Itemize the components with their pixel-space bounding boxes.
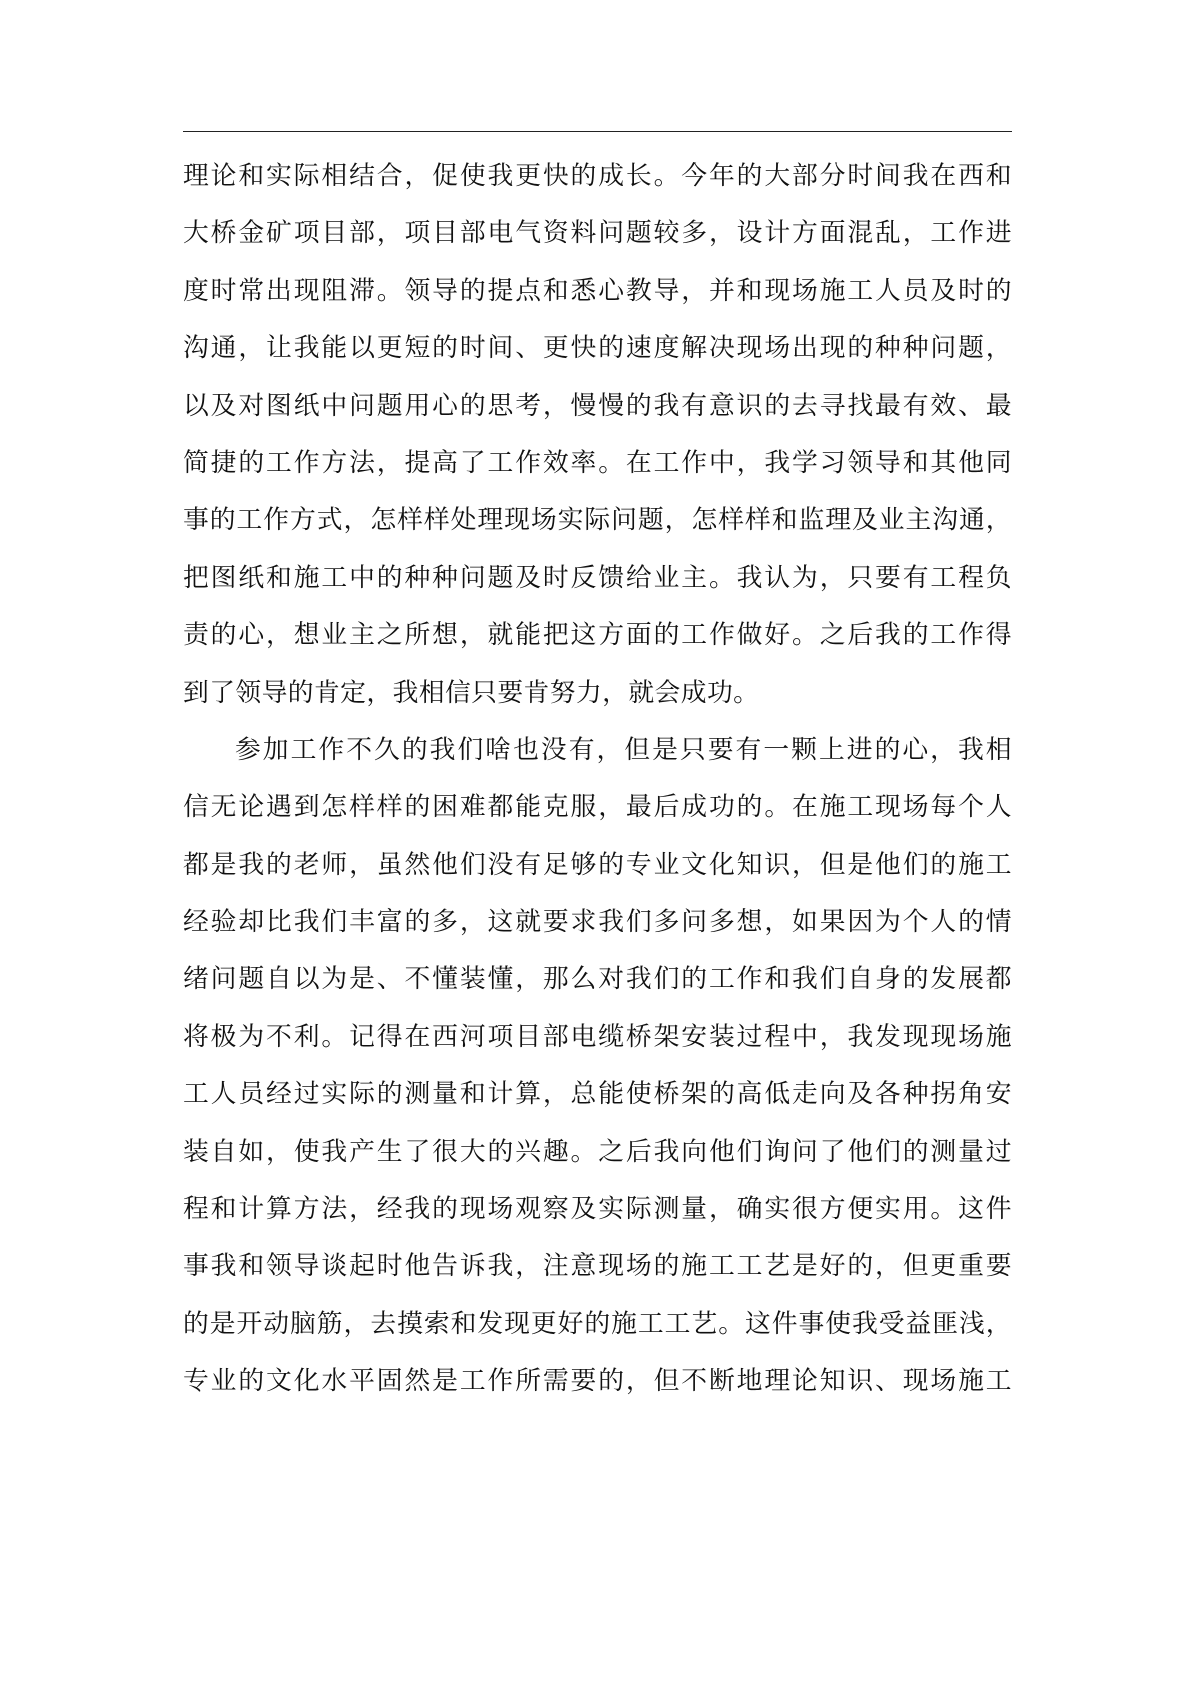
paragraph-2 [183,722,1012,1411]
text-line: 都是我的老师，虽然他们没有足够的专业文化知识，但是他们的施工 [183,849,1012,880]
text-line: 装自如，使我产生了很大的兴趣。之后我向他们询问了他们的测量过 [183,1136,1012,1167]
text-line: 程和计算方法，经我的现场观察及实际测量，确实很方便实用。这件 [183,1194,1012,1225]
text-line: 工人员经过实际的测量和计算，总能使桥架的高低走向及各种拐角安 [183,1079,1012,1110]
text-line: 简捷的工作方法，提高了工作效率。在工作中，我学习领导和其他同 [183,447,1012,478]
text-line: 把图纸和施工中的种种问题及时反馈给业主。我认为，只要有工程负 [183,562,1012,593]
header-rule [183,131,1012,132]
text-line: 到了领导的肯定，我相信只要肯努力，就会成功。 [183,677,760,708]
text-line: 的是开动脑筋，去摸索和发现更好的施工工艺。这件事使我受益匪浅， [183,1308,1012,1339]
text-line: 事我和领导谈起时他告诉我，注意现场的施工工艺是好的，但更重要 [183,1251,1012,1282]
text-line: 信无论遇到怎样样的困难都能克服，最后成功的。在施工现场每个人 [183,792,1012,823]
text-line: 沟通，让我能以更短的时间、更快的速度解决现场出现的种种问题， [183,333,1012,364]
text-line: 参加工作不久的我们啥也没有，但是只要有一颗上进的心，我相 [235,734,1012,765]
text-line: 绪问题自以为是、不懂装懂，那么对我们的工作和我们自身的发展都 [183,964,1012,995]
text-line: 度时常出现阻滞。领导的提点和悉心教导，并和现场施工人员及时的 [183,275,1012,306]
paragraph-1 [183,148,1012,722]
text-line: 经验却比我们丰富的多，这就要求我们多问多想，如果因为个人的情 [183,907,1012,938]
text-line: 责的心，想业主之所想，就能把这方面的工作做好。之后我的工作得 [183,620,1012,651]
document-body [183,148,1012,1411]
text-line: 以及对图纸中问题用心的思考，慢慢的我有意识的去寻找最有效、最 [183,390,1012,421]
text-line: 将极为不利。记得在西河项目部电缆桥架安装过程中，我发现现场施 [183,1021,1012,1052]
text-line: 大桥金矿项目部，项目部电气资料问题较多，设计方面混乱，工作进 [183,218,1012,249]
text-line: 事的工作方式，怎样样处理现场实际问题，怎样样和监理及业主沟通， [183,505,1012,536]
text-line: 专业的文化水平固然是工作所需要的，但不断地理论知识、现场施工 [183,1366,1012,1397]
text-line: 理论和实际相结合，促使我更快的成长。今年的大部分时间我在西和 [183,161,1012,191]
